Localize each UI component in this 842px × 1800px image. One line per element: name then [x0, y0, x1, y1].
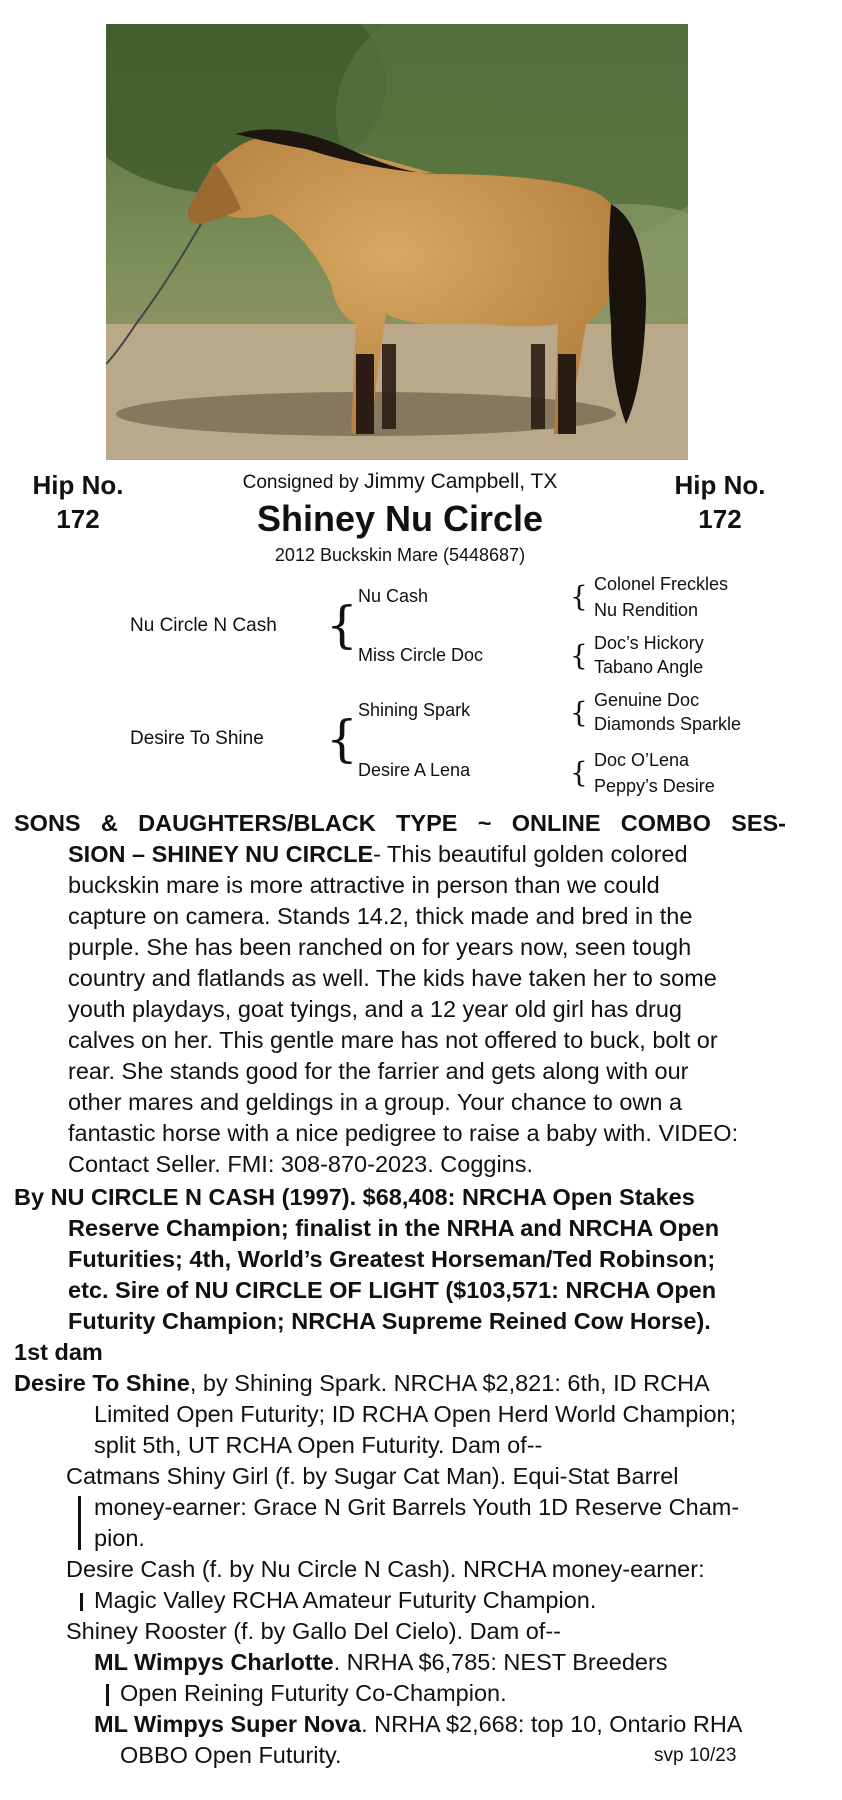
- pedigree-ss-sire: Colonel Freckles: [594, 574, 729, 594]
- sire-paragraph: [14, 1182, 786, 1337]
- black-type-bar: [78, 1496, 81, 1550]
- description-line: SION – SHINEY NU CIRCLE- This beautiful golden colored: [68, 841, 688, 867]
- horse-name: Shiney Nu Circle: [256, 498, 544, 539]
- hip-number: 172: [698, 504, 742, 534]
- description-line: rear. She stands good for the farrier and gets along with our: [68, 1058, 689, 1084]
- consignor: Jimmy Campbell, TX: [364, 470, 558, 493]
- sire-line: Reserve Champion; finalist in the NRHA and NRCHA Open: [68, 1215, 720, 1241]
- grandproduce-line: OBBO Open Futurity. svp 10/23: [14, 1740, 786, 1771]
- description-line: country and flatlands as well. The kids have taken her to some: [68, 965, 717, 991]
- consigned-prefix: Consigned by: [242, 472, 359, 493]
- brace-icon: {: [570, 639, 588, 672]
- grandproduce-line: ML Wimpys Super Nova. NRHA $2,668: top 10, Ontario RHA: [94, 1711, 743, 1737]
- pedigree-dam-dam: Desire A Lena: [358, 760, 471, 780]
- description-line: youth playdays, goat tyings, and a 12 year old girl has drug: [68, 996, 682, 1022]
- brace-icon: {: [326, 596, 358, 654]
- grandproduce-line: ML Wimpys Charlotte. NRHA $6,785: NEST Breeders: [94, 1649, 668, 1675]
- sire-line: Futurity Champion; NRCHA Supreme Reined Cow Horse).: [68, 1308, 711, 1334]
- hip-number: 172: [56, 504, 100, 534]
- pedigree-ds-dam: Diamonds Sparkle: [594, 714, 742, 734]
- consigned-by: [150, 470, 650, 494]
- pedigree-ds-sire: Genuine Doc: [594, 690, 700, 710]
- hip-number-left: [8, 468, 148, 536]
- description-line: calves on her. This gentle mare has not offered to buck, bolt or: [68, 1027, 718, 1053]
- pedigree-dd-dam: Peppy’s Desire: [594, 776, 715, 796]
- pedigree-ss-dam: Nu Rendition: [594, 600, 699, 620]
- produce-line: pion.: [94, 1525, 145, 1551]
- horse-description: 2012 Buckskin Mare (5448687): [274, 545, 526, 565]
- description-line: buckskin mare is more attractive in person than we could: [68, 872, 660, 898]
- brace-icon: {: [570, 580, 588, 613]
- brace-icon: {: [570, 696, 588, 729]
- description-line: Contact Seller. FMI: 308-870-2023. Coggins.: [68, 1151, 534, 1177]
- dam-name: Desire To Shine: [14, 1370, 190, 1396]
- description-line: SONS & DAUGHTERS/BLACK TYPE ~ ONLINE COMBO SES-: [14, 810, 786, 836]
- pedigree-sire: Nu Circle N Cash: [130, 615, 277, 636]
- description-line: purple. She has been ranched on for years now, seen tough: [68, 934, 692, 960]
- dam-line: Limited Open Futurity; ID RCHA Open Herd World Champion;: [94, 1401, 737, 1427]
- hip-label: Hip No.: [674, 470, 766, 500]
- pedigree-sd-sire: Doc’s Hickory: [594, 633, 704, 653]
- produce-line: Desire Cash (f. by Nu Circle N Cash). NRCHA money-earner:: [66, 1556, 705, 1582]
- produce-line: money-earner: Grace N Grit Barrels Youth 1D Reserve Cham-: [14, 1492, 786, 1523]
- pedigree-dam-sire: Shining Spark: [358, 700, 471, 720]
- dam-section: [14, 1337, 786, 1771]
- black-type-bar: [80, 1593, 83, 1611]
- dam-heading: 1st dam: [14, 1339, 103, 1365]
- description-heading-end: SION – SHINEY NU CIRCLE: [68, 841, 374, 867]
- pedigree-dd-sire: Doc O’Lena: [594, 750, 690, 770]
- black-type-bar: [106, 1684, 109, 1706]
- description-line: other mares and geldings in a group. Your chance to own a: [68, 1089, 683, 1115]
- grandproduce-name: ML Wimpys Charlotte: [94, 1649, 334, 1675]
- sire-line: By NU CIRCLE N CASH (1997). $68,408: NRCHA Open Stakes: [14, 1184, 695, 1210]
- sire-line: etc. Sire of NU CIRCLE OF LIGHT ($103,571: NRCHA Open: [68, 1277, 717, 1303]
- footer-code: svp 10/23: [654, 1745, 737, 1766]
- pedigree-sire-dam: Miss Circle Doc: [358, 645, 484, 665]
- description-line: capture on camera. Stands 14.2, thick made and bred in the: [68, 903, 693, 929]
- pedigree-dam: Desire To Shine: [130, 728, 264, 749]
- sire-line: Futurities; 4th, World’s Greatest Horseman/Ted Robinson;: [68, 1246, 716, 1272]
- hip-number-right: [650, 468, 790, 536]
- grandproduce-name: ML Wimpys Super Nova: [94, 1711, 362, 1737]
- dam-line: split 5th, UT RCHA Open Futurity. Dam of--: [94, 1432, 543, 1458]
- pedigree-sire-sire: Nu Cash: [358, 586, 429, 606]
- hip-label: Hip No.: [32, 470, 124, 500]
- brace-icon: {: [570, 756, 588, 789]
- dam-line: Desire To Shine, by Shining Spark. NRCHA $2,821: 6th, ID RCHA: [14, 1370, 710, 1396]
- grandproduce-line: Open Reining Futurity Co-Champion.: [14, 1678, 786, 1709]
- pedigree-sd-dam: Tabano Angle: [594, 657, 704, 677]
- description-line: fantastic horse with a nice pedigree to raise a baby with. VIDEO:: [68, 1120, 739, 1146]
- description-paragraph: [14, 808, 786, 1180]
- brace-icon: {: [326, 710, 358, 768]
- horse-photo: [106, 24, 688, 460]
- produce-line: Catmans Shiny Girl (f. by Sugar Cat Man). Equi-Stat Barrel: [66, 1463, 679, 1489]
- produce-line: Magic Valley RCHA Amateur Futurity Champion.: [14, 1585, 786, 1616]
- produce-line: Shiney Rooster (f. by Gallo Del Cielo). Dam of--: [66, 1618, 561, 1644]
